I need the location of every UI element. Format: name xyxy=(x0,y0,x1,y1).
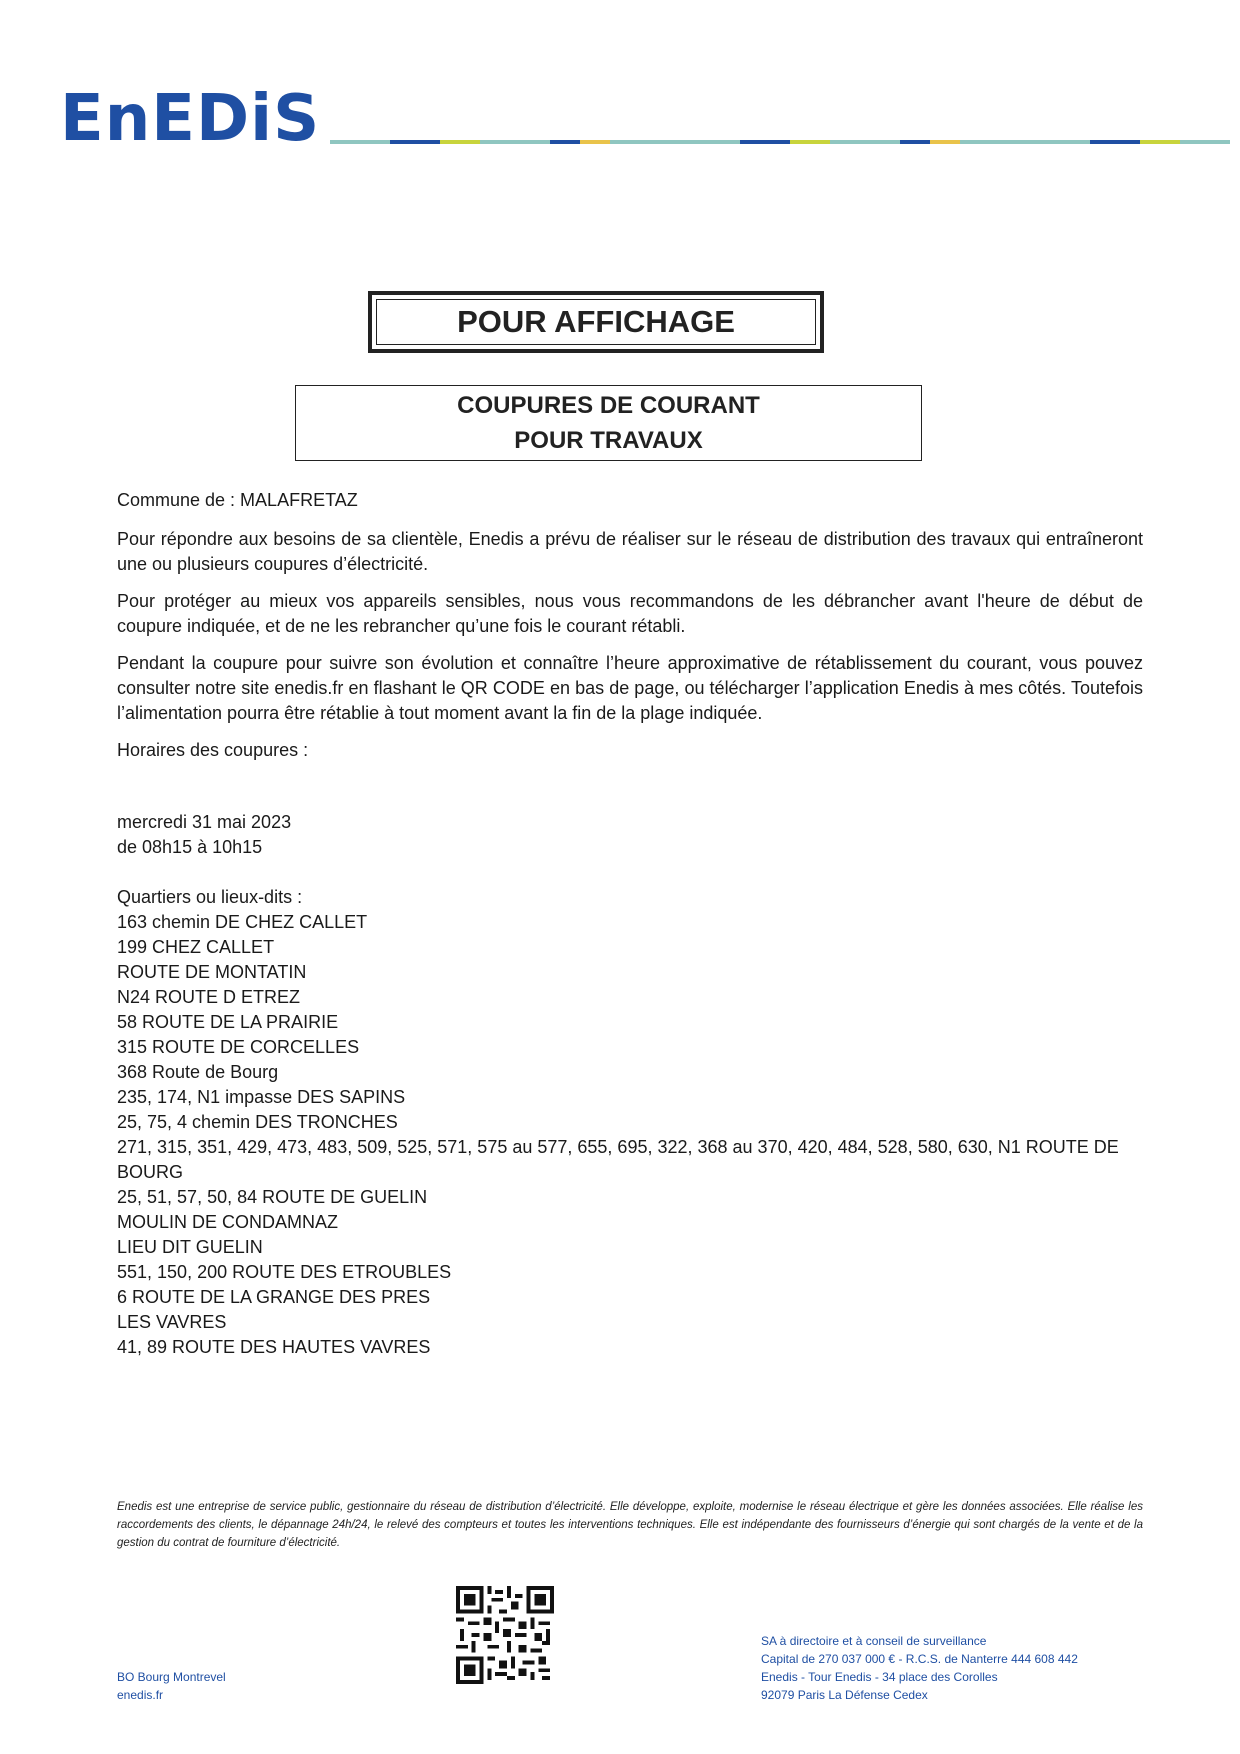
list-item: 41, 89 ROUTE DES HAUTES VAVRES xyxy=(117,1337,431,1357)
outage-date: mercredi 31 mai 2023 xyxy=(117,812,292,832)
footer-agency xyxy=(117,1668,226,1704)
list-item: 25, 75, 4 chemin DES TRONCHES xyxy=(117,1112,398,1132)
legal-line-4: 92079 Paris La Défense Cedex xyxy=(761,1688,928,1702)
paragraph-3: Pendant la coupure pour suivre son évolution et connaître l’heure approximative de rétablissement du courant, vous pouvez consulter notre site enedis.fr en flashant le QR CODE en bas de page, ou télécharger l’application Enedis à mes côtés. Toutefois l’alimentation pourra être rétablie à tout moment avant la fin de la plage indiquée. xyxy=(117,653,1143,723)
list-item: 199 CHEZ CALLET xyxy=(117,937,275,957)
logo-color-bar xyxy=(330,140,1230,144)
paragraph-1: Pour répondre aux besoins de sa clientèle, Enedis a prévu de réaliser sur le réseau de distribution des travaux qui entraîneront une ou plusieurs coupures d’électricité. xyxy=(117,529,1143,574)
list-item: ROUTE DE MONTATIN xyxy=(117,962,307,982)
places-label: Quartiers ou lieux-dits : xyxy=(117,887,303,907)
list-item: 551, 150, 200 ROUTE DES ETROUBLES xyxy=(117,1262,452,1282)
notice-body xyxy=(117,488,1143,1360)
qr-code-icon[interactable] xyxy=(456,1586,554,1684)
list-item: LES VAVRES xyxy=(117,1312,227,1332)
page-title: POUR AFFICHAGE xyxy=(376,299,816,345)
legal-line-3: Enedis - Tour Enedis - 34 place des Corolles xyxy=(761,1670,998,1684)
enedis-logo: EnEDiS xyxy=(60,82,321,156)
commune-line: Commune de : MALAFRETAZ xyxy=(117,490,358,510)
outage-time: de 08h15 à 10h15 xyxy=(117,837,263,857)
website-link[interactable]: enedis.fr xyxy=(117,1688,164,1702)
legal-line-2: Capital de 270 037 000 € - R.C.S. de Nanterre 444 608 442 xyxy=(761,1652,1078,1666)
schedule xyxy=(117,810,1143,860)
list-item: 368 Route de Bourg xyxy=(117,1062,279,1082)
paragraph-2: Pour protéger au mieux vos appareils sensibles, nous vous recommandons de les débrancher avant l'heure de début de coupure indiquée, et de ne les rebrancher qu’une fois le courant rétabli. xyxy=(117,591,1143,636)
list-item: N24 ROUTE D ETREZ xyxy=(117,987,301,1007)
footer-legal xyxy=(761,1632,1078,1704)
subtitle-box xyxy=(295,385,922,461)
agency-name: BO Bourg Montrevel xyxy=(117,1670,226,1684)
list-item: 25, 51, 57, 50, 84 ROUTE DE GUELIN xyxy=(117,1187,428,1207)
list-item: 58 ROUTE DE LA PRAIRIE xyxy=(117,1012,339,1032)
company-disclaimer: Enedis est une entreprise de service public, gestionnaire du réseau de distribution d’électricité. Elle développe, exploite, modernise le réseau électrique et gère les données associées. Elle réalise les raccordements des clients, le dépannage 24h/24, le relevé des compteurs et toutes les interventions techniques. Elle est indépendante des fournisseurs d’énergie qui sont chargés de la vente et de la gestion du contrat de fourniture d’électricité. xyxy=(117,1501,1143,1549)
list-item: 163 chemin DE CHEZ CALLET xyxy=(117,912,368,932)
list-item: 271, 315, 351, 429, 473, 483, 509, 525, 571, 575 au 577, 655, 695, 322, 368 au 370, 420, 484, 528, 580, 630, N1 ROUTE DE BOURG xyxy=(117,1137,1119,1182)
title-box xyxy=(368,291,824,353)
subtitle-line-2: POUR TRAVAUX xyxy=(514,427,703,454)
list-item: 315 ROUTE DE CORCELLES xyxy=(117,1037,360,1057)
list-item: LIEU DIT GUELIN xyxy=(117,1237,263,1257)
list-item: 235, 174, N1 impasse DES SAPINS xyxy=(117,1087,406,1107)
places-list xyxy=(117,885,1143,1360)
schedule-label: Horaires des coupures : xyxy=(117,740,309,760)
list-item: 6 ROUTE DE LA GRANGE DES PRES xyxy=(117,1287,431,1307)
subtitle-line-1: COUPURES DE COURANT xyxy=(457,392,760,419)
list-item: MOULIN DE CONDAMNAZ xyxy=(117,1212,339,1232)
legal-line-1: SA à directoire et à conseil de surveillance xyxy=(761,1634,987,1648)
